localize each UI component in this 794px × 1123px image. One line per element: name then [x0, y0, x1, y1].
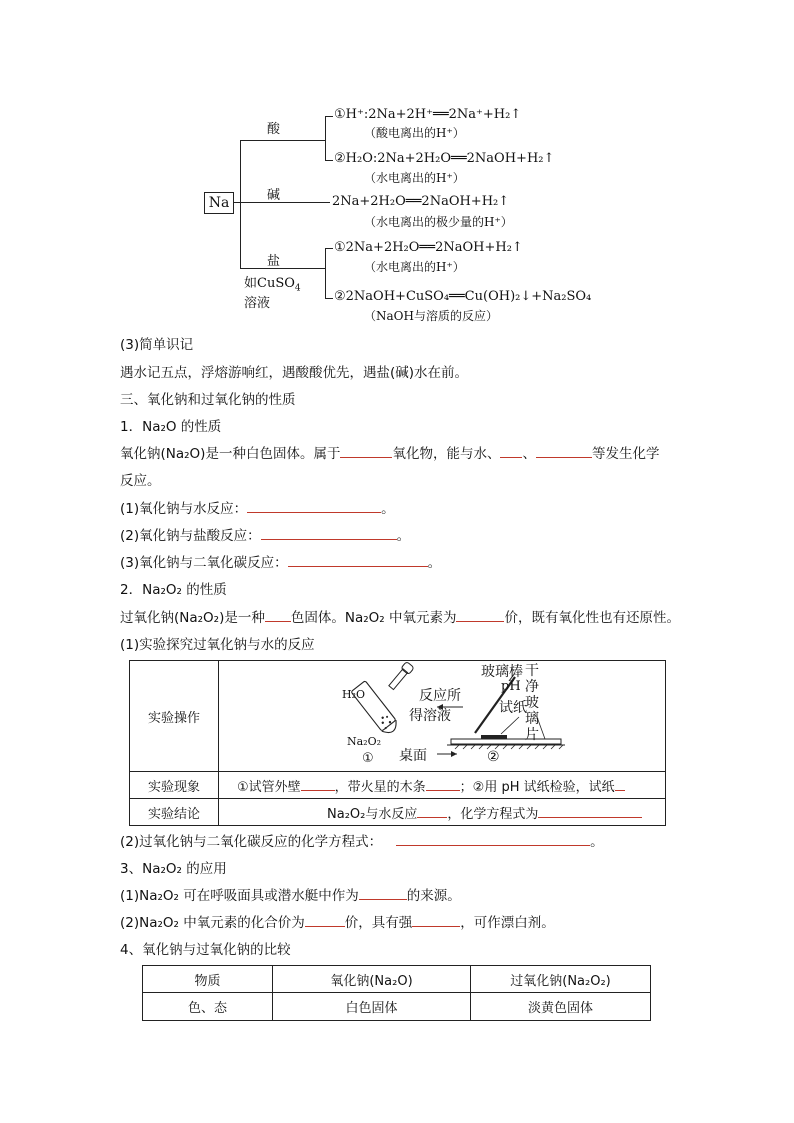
na2o2-label: Na₂O₂ — [347, 735, 382, 748]
base-label: 碱 — [267, 188, 281, 203]
conclusion-cell: Na₂O₂与水反应 ，化学方程式为 — [219, 799, 666, 826]
salt-reaction-1: ①2Na+2H₂O══2NaOH+H₂↑ — [334, 240, 523, 255]
question-2: (2)氧化钠与盐酸反应： 。 — [120, 528, 411, 544]
test-paper-label: 试纸 — [499, 700, 527, 716]
compare-cell-na2o2: 淡黄色固体 — [471, 993, 651, 1021]
figure-2-label: ② — [487, 749, 500, 765]
compare-row-label: 色、态 — [143, 993, 273, 1021]
glass-rod-label: 玻璃棒 — [481, 664, 523, 680]
na2o-description: 氧化钠(Na₂O)是一种白色固体。属于 氧化物，能与水、 、 等发生化学 — [120, 446, 660, 462]
salt-label: 盐 — [267, 254, 281, 269]
phenomenon-label: 实验现象 — [130, 772, 219, 799]
salt-reaction-2-note: （NaOH与溶质的反应） — [364, 309, 498, 323]
question-1: (1)氧化钠与水反应： 。 — [120, 501, 395, 517]
desk-label: 桌面 — [399, 748, 427, 764]
salt-example-solution: 溶液 — [244, 296, 271, 311]
compare-header-na2o2: 过氧化钠(Na₂O₂) — [471, 966, 651, 993]
base-reaction: 2Na+2H₂O══2NaOH+H₂↑ — [332, 194, 510, 209]
acid-reaction-2: ②H₂O:2Na+2H₂O══2NaOH+H₂↑ — [334, 151, 555, 166]
base-reaction-note: （水电离出的极少量的H⁺） — [364, 215, 513, 229]
compare-header-substance: 物质 — [143, 966, 273, 993]
experiment-table — [129, 660, 666, 826]
acid-reaction-1-note: （酸电离出的H⁺） — [364, 126, 465, 140]
salt-example: 如CuSO$_4$ — [244, 276, 301, 294]
na2o-heading: 1．Na₂O 的性质 — [120, 419, 222, 435]
reaction-solution-label-1: 反应所 — [419, 688, 461, 704]
salt-reaction-2: ②2NaOH+CuSO₄══Cu(OH)₂↓+Na₂SO₄ — [334, 289, 592, 304]
operation-label: 实验操作 — [130, 661, 219, 772]
dry-clean-glass-label: 干净玻璃片 — [525, 663, 539, 743]
phenomenon-cell: ①试管外壁 ，带火星的木条 ；②用 pH 试纸检验，试纸 — [219, 772, 666, 799]
na2o2-application-heading: 3、Na₂O₂ 的应用 — [120, 861, 227, 877]
ph-label: pH — [501, 679, 521, 694]
acid-reaction-1: ①H⁺:2Na+2H⁺══2Na⁺+H₂↑ — [334, 107, 522, 122]
na-box: Na — [204, 192, 234, 214]
operation-illustration — [219, 661, 666, 772]
figure-1-label: ① — [362, 751, 374, 766]
acid-reaction-2-note: （水电离出的H⁺） — [364, 171, 465, 185]
comparison-table — [142, 965, 651, 1021]
conclusion-label: 实验结论 — [130, 799, 219, 826]
na2o2-heading: 2．Na₂O₂ 的性质 — [120, 582, 227, 598]
h2o-label: H₂O — [342, 688, 366, 701]
section-3-subtitle: (3)简单识记 — [120, 337, 194, 353]
salt-reaction-1-note: （水电离出的H⁺） — [364, 260, 465, 274]
application-2: (2)Na₂O₂ 中氧元素的化合价为 价，具有强 ，可作漂白剂。 — [120, 915, 555, 931]
na2o2-description: 过氧化钠(Na₂O₂)是一种 色固体。Na₂O₂ 中氧元素为 价，既有氧化性也有还原性。 — [120, 610, 680, 626]
reaction-solution-label-2: 得溶液 — [409, 708, 451, 724]
application-1: (1)Na₂O₂ 可在呼吸面具或潜水艇中作为 的来源。 — [120, 888, 461, 904]
compare-cell-na2o: 白色固体 — [273, 993, 471, 1021]
comparison-heading: 4、氧化钠与过氧化钠的比较 — [120, 942, 291, 958]
experiment-heading: (1)实验探究过氧化钠与水的反应 — [120, 637, 315, 653]
acid-label: 酸 — [267, 122, 281, 137]
na2o-description-cont: 反应。 — [120, 473, 161, 489]
section-heading: 三、氧化钠和过氧化钠的性质 — [120, 392, 296, 408]
question-3: (3)氧化钠与二氧化碳反应： 。 — [120, 555, 442, 571]
question-co2: (2)过氧化钠与二氧化碳反应的化学方程式： 。 — [120, 834, 604, 850]
mnemonic-text: 遇水记五点，浮熔游响红，遇酸酸优先，遇盐(碱)水在前。 — [120, 365, 469, 381]
compare-header-na2o: 氧化钠(Na₂O) — [273, 966, 471, 993]
